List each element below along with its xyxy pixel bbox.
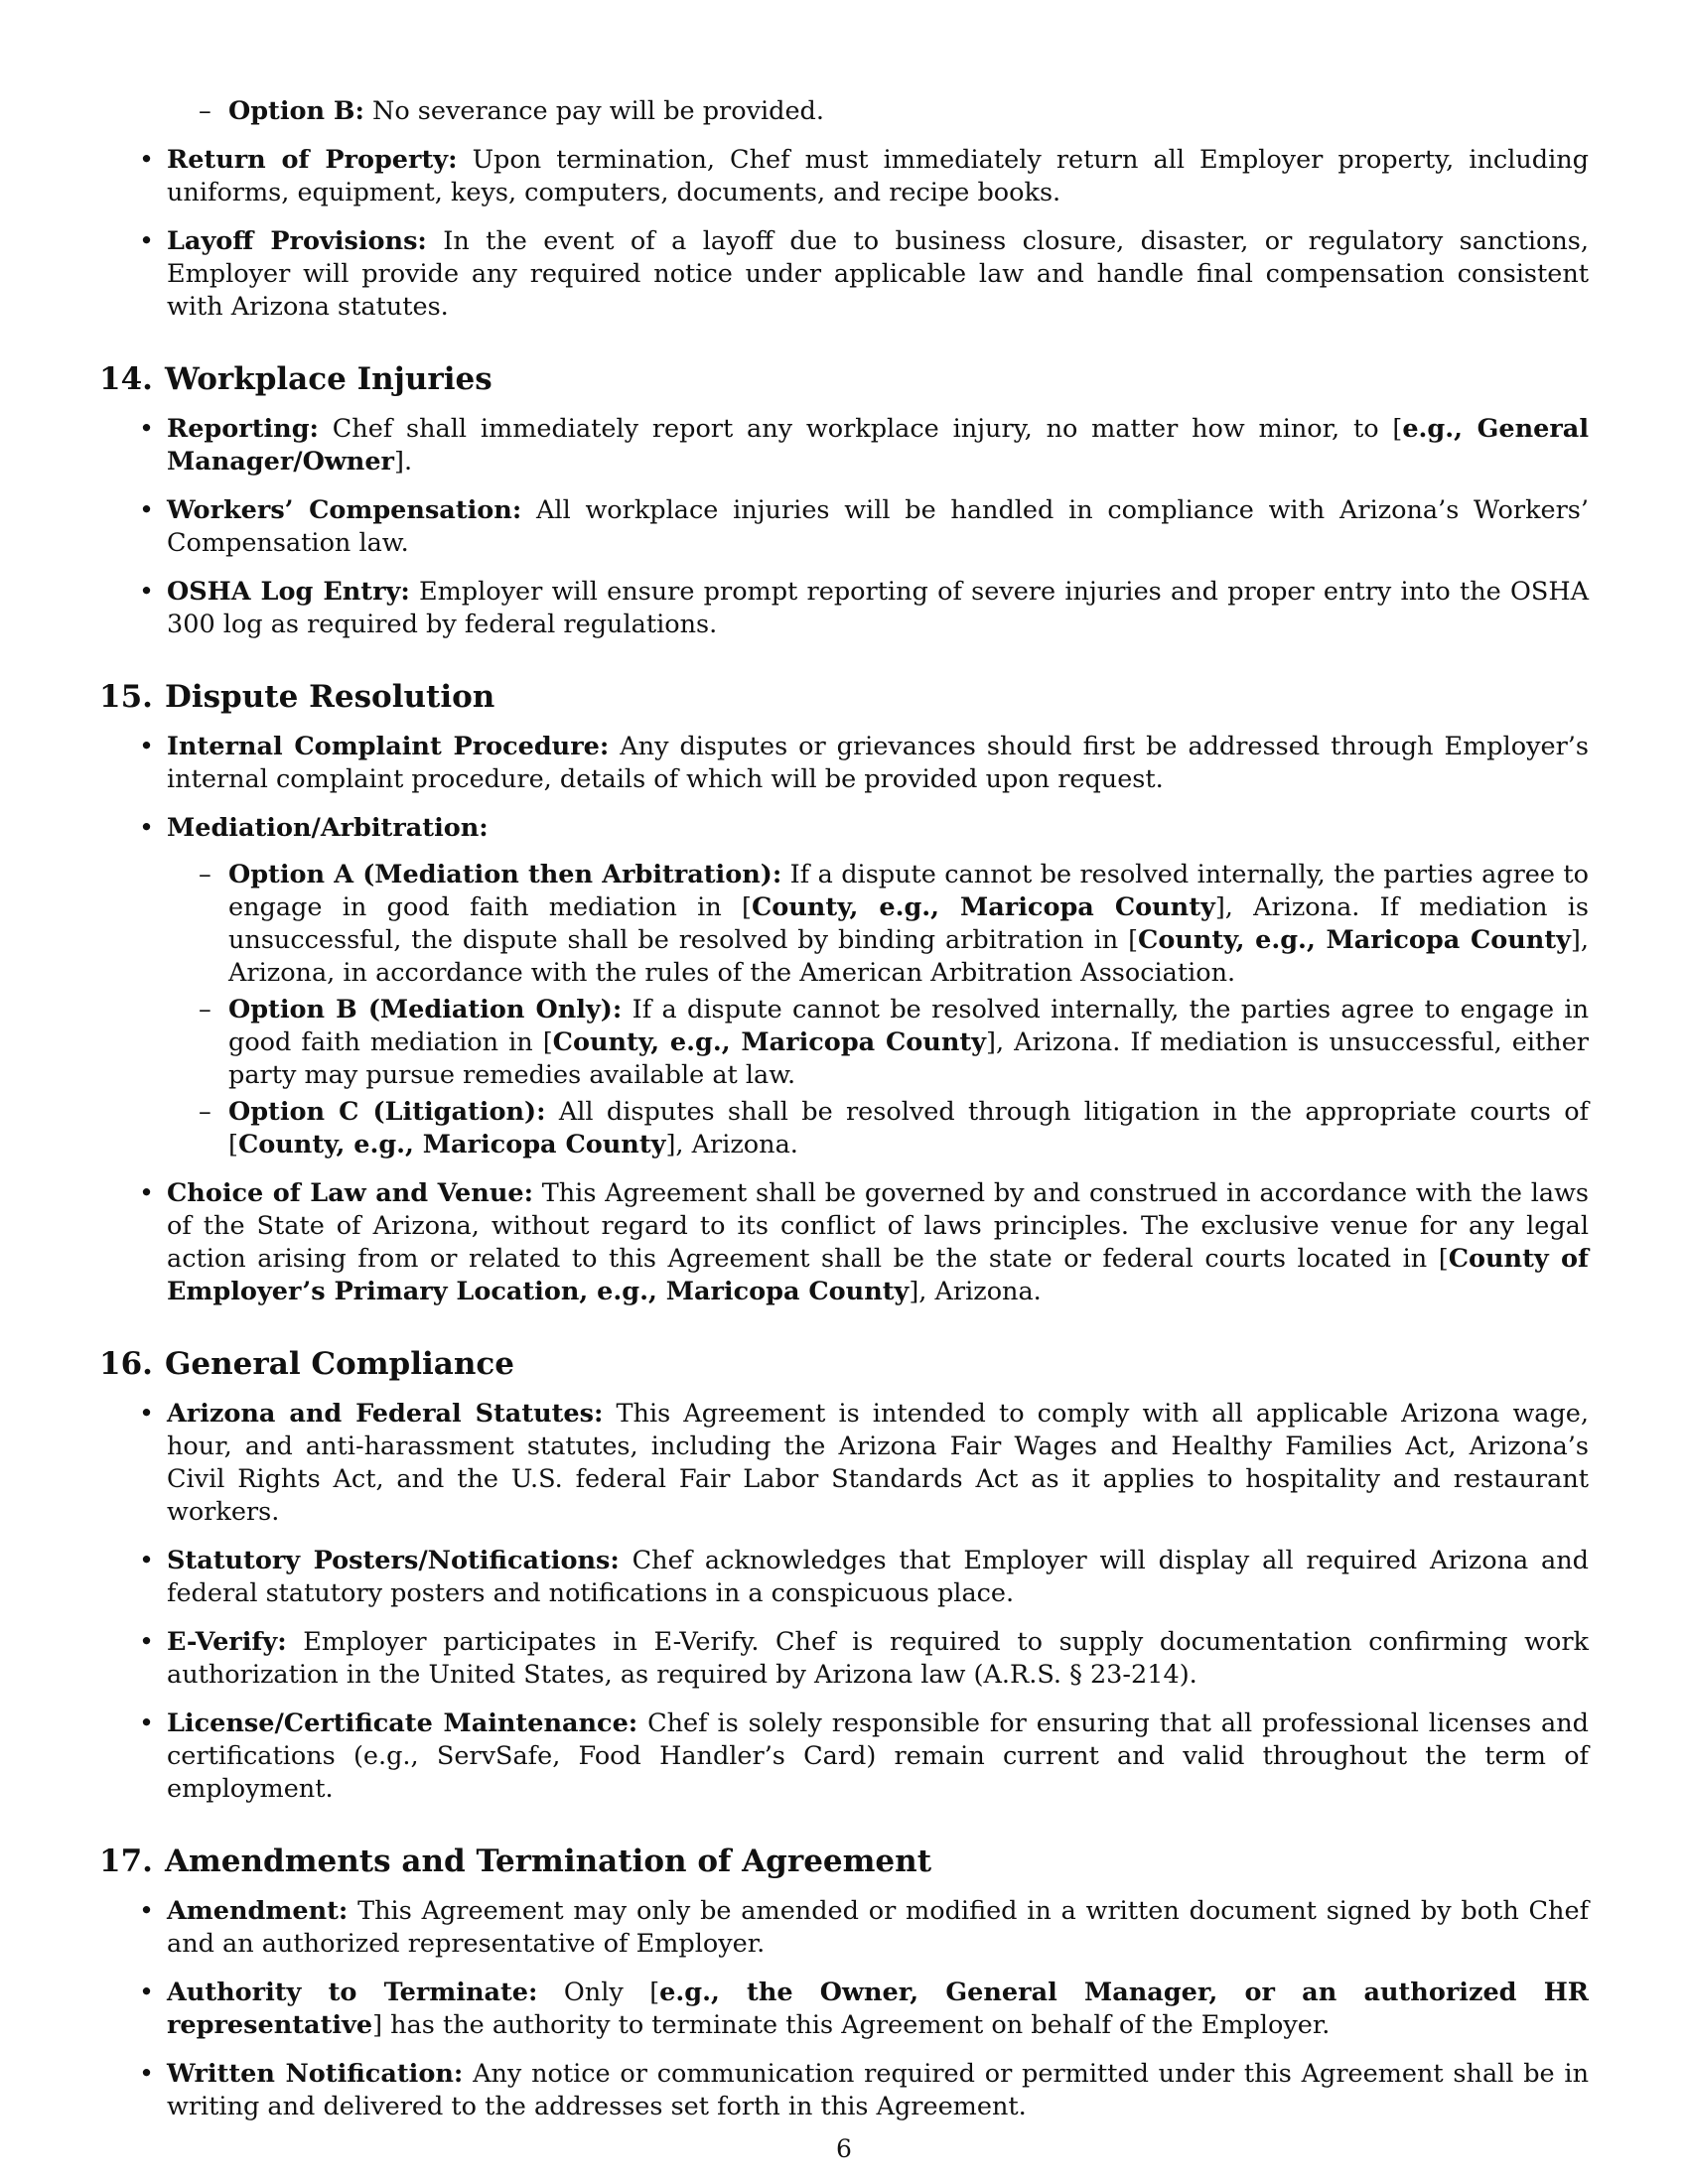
list-item xyxy=(167,1626,1589,1692)
item-label: License/Certificate Maintenance: xyxy=(167,1708,638,1738)
item-text: Chef is solely responsible for ensuring that all professional licenses and certifications (e.g., ServSafe, Food Handler’s Card) remain current and valid throughout the term of employment. xyxy=(167,1708,1590,1804)
item-label: E-Verify: xyxy=(167,1627,287,1657)
placeholder-field: e.g., General Manager/Owner xyxy=(167,414,1590,477)
item-label: Amendment: xyxy=(167,1896,349,1926)
section-17-list xyxy=(99,1895,1589,2123)
placeholder-field: e.g., the Owner, General Manager, or an authorized HR representative xyxy=(167,1978,1589,2040)
option-b-text: No severance pay will be provided. xyxy=(372,96,824,126)
item-text: Any notice or communication required or permitted under this Agreement shall be in writing and delivered to the addresses set forth in this Agreement. xyxy=(167,2059,1589,2121)
item-text: , Arizona. xyxy=(918,1277,1042,1306)
item-label: Mediation/Arbitration: xyxy=(167,813,489,843)
section-title: Amendments and Termination of Agreement xyxy=(164,1843,932,1879)
section-heading-17 xyxy=(99,1842,1589,1881)
option-text: , Arizona. If mediation is unsuccessful, either party may pursue remedies available at law. xyxy=(228,1027,1589,1090)
list-item xyxy=(167,576,1589,641)
section-heading-16 xyxy=(99,1344,1589,1384)
placeholder-field: County, e.g., Maricopa County xyxy=(1138,925,1571,955)
section-title: Dispute Resolution xyxy=(164,679,495,715)
item-label: Statutory Posters/Notifications: xyxy=(167,1546,620,1575)
item-text: This Agreement may only be amended or modified in a written document signed by both Chef and an authorized representative of Employer. xyxy=(167,1896,1590,1959)
placeholder-field: County, e.g., Maricopa County xyxy=(237,1130,666,1160)
item-text: All workplace injuries will be handled in compliance with Arizona’s Workers’ Compensation law. xyxy=(167,495,1590,558)
section-heading-15 xyxy=(99,677,1589,717)
option-text: All disputes shall be resolved through litigation in the appropriate courts of xyxy=(558,1097,1589,1127)
option-label: Option B (Mediation Only): xyxy=(228,995,623,1024)
list-item xyxy=(167,225,1589,324)
section-16-list xyxy=(99,1398,1589,1806)
list-item xyxy=(167,144,1589,209)
item-label: OSHA Log Entry: xyxy=(167,577,410,607)
option-item: – Option B (Mediation Only): If a dispute cannot be resolved internally, the parties agree to engage in good faith mediation in [County, e.g., Maricopa County], Arizona. If mediation is unsuccessful, either party may pursue remedies available at law. xyxy=(228,994,1589,1092)
item-text: Any disputes or grievances should first be addressed through Employer’s internal complaint procedure, details of which will be provided upon request. xyxy=(167,732,1589,794)
item-label: Authority to Terminate: xyxy=(167,1978,538,2007)
option-item: – Option A (Mediation then Arbitration): If a dispute cannot be resolved internally, the parties agree to engage in good faith mediation in [County, e.g., Maricopa County], Arizona. If mediation is unsuccessful, the dispute shall be resolved by binding arbitration in [County, e.g., Maricopa County], Arizona, in accordance with the rules of the American Arbitration Association. xyxy=(228,859,1589,990)
option-item: – Option C (Litigation): All disputes shall be resolved through litigation in the appropriate courts of [County, e.g., Maricopa County], Arizona. xyxy=(228,1096,1589,1161)
section-number: 15. xyxy=(99,679,153,715)
list-item xyxy=(167,2058,1589,2123)
list-item: • Reporting: Chef shall immediately report any workplace injury, no matter how minor, to [e.g., General Manager/Owner]. xyxy=(167,413,1589,478)
option-text: , Arizona, in accordance with the rules of the American Arbitration Association. xyxy=(228,925,1589,988)
list-item: • Choice of Law and Venue: This Agreement shall be governed by and construed in accordance with the laws of the State of Arizona, without regard to its conflict of laws principles. The exclusive venue for any legal action arising from or related to this Agreement shall be the state or federal courts located in [County of Employer’s Primary Location, e.g., Maricopa County], Arizona. xyxy=(167,1177,1589,1308)
item-text: This Agreement is intended to comply with all applicable Arizona wage, hour, and anti-harassment statutes, including the Arizona Fair Wages and Healthy Families Act, Arizona’s Civil Rights Act, and the U.S. federal Fair Labor Standards Act as it applies to hospitality and restaurant workers. xyxy=(167,1399,1589,1527)
list-item xyxy=(167,1895,1589,1961)
item-label: Internal Complaint Procedure: xyxy=(167,732,610,761)
list-item xyxy=(167,1398,1589,1529)
item-label: Reporting: xyxy=(167,414,319,444)
list-item: • Authority to Terminate: Only [e.g., the Owner, General Manager, or an authorized HR representative] has the authority to terminate this Agreement on behalf of the Employer. xyxy=(167,1977,1589,2042)
dash-marker: – xyxy=(199,96,211,126)
item-text: Only xyxy=(563,1978,624,2007)
section-number: 17. xyxy=(99,1843,153,1879)
page-number: 6 xyxy=(836,2134,852,2163)
option-b-label: Option B: xyxy=(228,96,364,126)
document-page xyxy=(99,95,1589,2139)
section-title: General Compliance xyxy=(164,1346,514,1382)
item-text: . xyxy=(403,447,413,477)
item-text: has the authority to terminate this Agreement on behalf of the Employer. xyxy=(390,2010,1331,2040)
item-label: Arizona and Federal Statutes: xyxy=(167,1399,604,1429)
section-heading-14 xyxy=(99,359,1589,399)
section-15-list xyxy=(99,731,1589,1308)
termination-list xyxy=(99,144,1589,324)
list-item xyxy=(167,812,1589,1161)
item-label: Layoff Provisions: xyxy=(167,226,427,256)
list-item xyxy=(167,731,1589,796)
list-item xyxy=(167,494,1589,560)
option-text: If a dispute cannot be resolved internally, the parties agree to engage in good faith mediation in xyxy=(228,860,1589,922)
item-text: This Agreement shall be governed by and construed in accordance with the laws of the State of Arizona, without regard to its conflict of laws principles. The exclusive venue for any legal action arising from or related to this Agreement shall be the state or federal courts located in xyxy=(167,1178,1590,1274)
item-text: Chef shall immediately report any workplace injury, no matter how minor, to xyxy=(332,414,1379,444)
option-text: , Arizona. If mediation is unsuccessful, the dispute shall be resolved by binding arbitration in xyxy=(228,892,1589,955)
item-label: Return of Property: xyxy=(167,145,458,175)
list-item xyxy=(167,1707,1589,1806)
option-label: Option C (Litigation): xyxy=(228,1097,546,1127)
placeholder-field: County of Employer’s Primary Location, e.g., Maricopa County xyxy=(167,1244,1589,1306)
mediation-options-list xyxy=(167,859,1589,1161)
section-title: Workplace Injuries xyxy=(164,361,492,397)
section-number: 16. xyxy=(99,1346,153,1382)
placeholder-field: County, e.g., Maricopa County xyxy=(552,1027,986,1057)
item-text: Upon termination, Chef must immediately return all Employer property, including uniforms, equipment, keys, computers, documents, and recipe books. xyxy=(167,145,1589,207)
section-number: 14. xyxy=(99,361,153,397)
item-label: Workers’ Compensation: xyxy=(167,495,522,525)
option-b-severance xyxy=(99,95,1589,128)
option-text: , Arizona. xyxy=(675,1130,798,1160)
item-text: Employer will ensure prompt reporting of severe injuries and proper entry into the OSHA 300 log as required by federal regulations. xyxy=(167,577,1590,639)
item-label: Choice of Law and Venue: xyxy=(167,1178,533,1208)
item-label: Written Notification: xyxy=(167,2059,464,2089)
option-text: If a dispute cannot be resolved internally, the parties agree to engage in good faith mediation in xyxy=(228,995,1589,1057)
option-label: Option A (Mediation then Arbitration): xyxy=(228,860,782,889)
item-text: In the event of a layoff due to business closure, disaster, or regulatory sanctions, Employer will provide any required notice under applicable law and handle final compensation consistent with Arizona statutes. xyxy=(167,226,1589,322)
section-14-list xyxy=(99,413,1589,641)
placeholder-field: County, e.g., Maricopa County xyxy=(751,892,1215,922)
item-text: Employer participates in E-Verify. Chef is required to supply documentation confirming work authorization in the United States, as required by Arizona law (A.R.S. § 23-214). xyxy=(167,1627,1590,1690)
item-text: Chef acknowledges that Employer will display all required Arizona and federal statutory posters and notifications in a conspicuous place. xyxy=(167,1546,1589,1608)
list-item xyxy=(167,1545,1589,1610)
